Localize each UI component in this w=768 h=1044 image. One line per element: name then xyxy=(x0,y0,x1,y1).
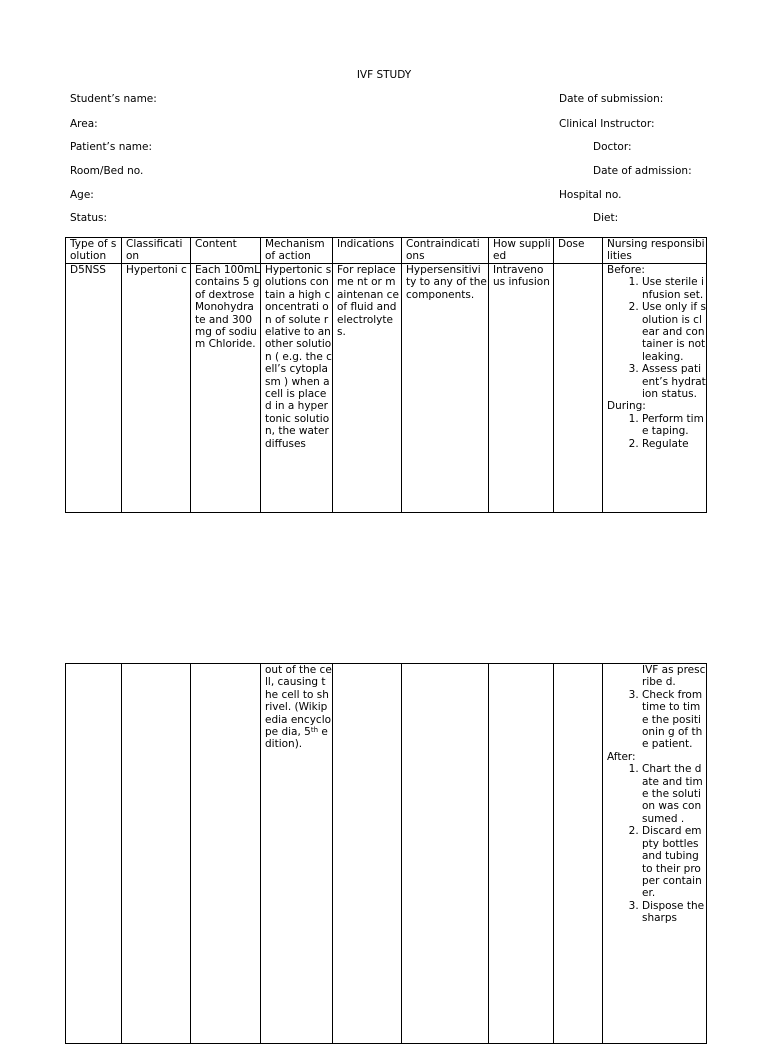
document-title: IVF STUDY xyxy=(356,69,412,81)
cell-nursing xyxy=(603,264,707,513)
cell-dose xyxy=(554,264,603,513)
header-mechanism: Mechanism of action xyxy=(261,238,333,264)
before-label: Before: xyxy=(607,264,645,276)
mechanism-superscript: th xyxy=(310,726,319,735)
cell-contraindications-continued xyxy=(402,664,489,1044)
after-list xyxy=(607,763,706,924)
header-type: Type of solution xyxy=(66,238,122,264)
patient-name-label: Patient’s name: xyxy=(70,141,153,153)
status-label: Status: xyxy=(70,212,107,224)
list-item: 2. Regulate xyxy=(642,438,706,450)
list-item: 1. Perform time taping. xyxy=(642,413,706,438)
list-item: 1. Chart the date and time the solution was consumed . xyxy=(642,763,706,825)
diet-label: Diet: xyxy=(593,212,619,224)
during-list-continued xyxy=(607,689,706,751)
header-classification: Classificati on xyxy=(122,238,191,264)
cell-type: D5NSS xyxy=(66,264,122,513)
header-nursing: Nursing responsibilities xyxy=(603,238,707,264)
nursing-lead: IVF as prescribe d. xyxy=(642,664,706,689)
header-indications: Indications xyxy=(333,238,402,264)
doctor-label: Doctor: xyxy=(593,141,632,153)
during-list xyxy=(607,413,706,450)
clinical-instructor-label: Clinical Instructor: xyxy=(559,118,655,130)
cell-classification-continued xyxy=(122,664,191,1044)
area-label: Area: xyxy=(70,118,98,130)
cell-how-supplied: Intraveno us infusion xyxy=(489,264,554,513)
list-item: 3. Check from time to time the positionin g of the patient. xyxy=(642,689,706,751)
mechanism-end: edition). xyxy=(265,726,328,751)
hospital-no-label: Hospital no. xyxy=(559,189,622,201)
header-contraindications: Contraindicati ons xyxy=(402,238,489,264)
cell-how-supplied-continued xyxy=(489,664,554,1044)
cell-mechanism: Hypertonic solutions contain a high concentrati on of solute relative to another solution ( e.g. the cell’s cytoplasm ) when a cell is placed in a hypertonic solution, the water diffuses xyxy=(261,264,333,513)
cell-contraindications: Hypersensitivi ty to any of the components. xyxy=(402,264,489,513)
cell-nursing-continued xyxy=(603,664,707,1044)
list-item: 2. Use only if solution is clear and container is not leaking. xyxy=(642,301,706,363)
header-dose: Dose xyxy=(554,238,603,264)
table-header-row xyxy=(66,238,707,264)
header-how-supplied: How supplied xyxy=(489,238,554,264)
cell-content-continued xyxy=(191,664,261,1044)
list-item: 1. Use sterile infusion set. xyxy=(642,276,706,301)
cell-content: Each 100mL contains 5 g of dextrose Monohydra te and 300 mg of sodium Chloride. xyxy=(191,264,261,513)
before-list xyxy=(607,276,706,400)
ivf-table xyxy=(65,237,707,513)
list-item: 3. Assess patient’s hydration status. xyxy=(642,363,706,400)
table-row xyxy=(66,264,707,513)
during-label: During: xyxy=(607,400,646,413)
cell-type-continued xyxy=(66,664,122,1044)
age-label: Age: xyxy=(70,189,94,201)
list-item: 3. Dispose the sharps xyxy=(642,900,706,925)
cell-mechanism-continued xyxy=(261,664,333,1044)
cell-indications-continued xyxy=(333,664,402,1044)
after-label: After: xyxy=(607,750,636,763)
date-of-submission-label: Date of submission: xyxy=(559,93,664,105)
ivf-table-continued xyxy=(65,663,707,1044)
cell-classification: Hypertoni c xyxy=(122,264,191,513)
cell-indications: For replaceme nt or maintenan ce of fluid and electrolyte s. xyxy=(333,264,402,513)
mechanism-text: out of the cell, causing the cell to shrivel. (Wikipedia encyclope dia, 5 xyxy=(265,664,332,739)
date-of-admission-label: Date of admission: xyxy=(593,165,692,177)
header-content: Content xyxy=(191,238,261,264)
cell-dose-continued xyxy=(554,664,603,1044)
room-bed-label: Room/Bed no. xyxy=(70,165,144,177)
list-item: 2. Discard empty bottles and tubing to their proper container. xyxy=(642,825,706,899)
table-row xyxy=(66,664,707,1044)
student-name-label: Student’s name: xyxy=(70,93,157,105)
